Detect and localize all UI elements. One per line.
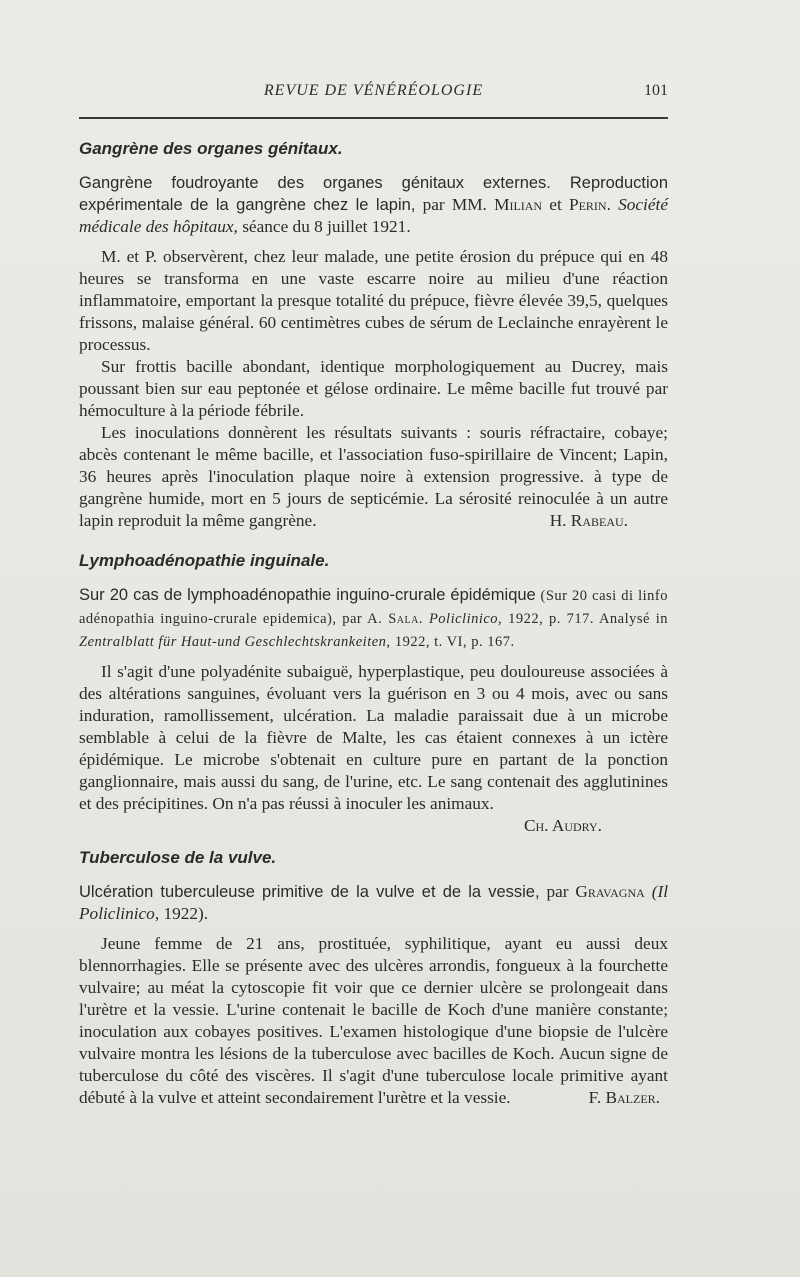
source-year: 1922). [163, 904, 209, 923]
paragraph: Sur frottis bacille abondant, identique morphologiquement au Ducrey, mais poussant bien sur eau peptonée et gélose ordinaire. Le même bacille fut trouvé par hémoculture à la période fébrile. [79, 357, 668, 420]
and-text: et [549, 195, 562, 214]
paragraph: Les inoculations donnèrent les résultats suivants : souris réfractaire, cobaye; abcès contenant le même bacille, et l'association fuso-spirillaire de Vincent; Lapin, 36 heures après l'inoculation plaque noire à extension progressive. à type de gangrène humide, mort en 5 jours de septicémie. La sérosité reinoculée à un autre lapin reproduit la même gangrène. [79, 423, 668, 530]
signature: Ch. Audry. [523, 816, 602, 835]
by-text: par [546, 882, 569, 901]
signature: F. Balzer. [588, 1088, 660, 1107]
journal-title: REVUE DE VÉNÉRÉOLOGIE [263, 82, 484, 99]
section-heading-lymphoadenopathie: Lymphoadénopathie inguinale. [79, 551, 330, 570]
article-column [79, 138, 668, 1109]
author-name: Perin [568, 195, 607, 214]
section-heading-gangrene: Gangrène des organes génitaux. [79, 139, 343, 158]
source-journal: (Il Policlinico, [79, 882, 668, 923]
article-title-block-3 [79, 881, 668, 925]
article-title-block-1: Gangrène foudroyante des organes génitaux externes. Reproduction expérimentale de la gangrène chez le lapin, par MM. Milian et Perin. Société médicale des hôpitaux, séance du 8 juillet 1921. [79, 174, 668, 236]
article-title-block-2: Sur 20 cas de lymphoadénopathie inguino-crurale épidémique (Sur 20 casi di linfo adénopathia inguino-crurale epidemica), par A. Sala. Policlinico, 1922, p. 717. Analysé in Zentralblatt für Haut-und Geschlechtskrankeiten, 1922, t. VI, p. 167. [79, 586, 669, 650]
header-rule [79, 117, 668, 119]
reference-text: (Sur 20 casi di linfo adénopathia inguino-crurale epidemica), par A. [79, 588, 668, 627]
author-name: Milian [494, 195, 543, 214]
paragraph: Il s'agit d'une polyadénite subaiguë, hyperplastique, peu douloureuse associées à des altérations sanguines, évoluant vers la guérison en 3 ou 4 mois, avec ou sans induration, ramollissement, ulcération. La maladie paraissait due à un microbe semblable à celui de la fièvre de Malte, les cas étaient connexes à un ictère épidémique. Le microbe s'obtenait en culture pure en partant de la ponction ganglionnaire, mais aussi du sang, de l'urine, etc. Le sang contenait des agglutinines et des précipitines. On n'a pas réussi à inoculer les animaux. [79, 662, 668, 813]
by-text: par MM. [422, 195, 487, 214]
signature: H. Rabeau. [549, 511, 628, 530]
reference-text: 1922, p. 717. Analysé in [508, 611, 669, 627]
author-name: Sala [388, 611, 419, 627]
section-heading-tuberculose: Tuberculose de la vulve. [79, 848, 277, 867]
paragraph: Jeune femme de 21 ans, prostituée, syphilitique, ayant eu aussi deux blennorrhagies. Elle se présente avec des ulcères arrondis, fongueux à la fourchette vulvaire; au méat la cytoscopie fit voir que ce dernier ulcère se prolongeait dans l'urètre et la vessie. L'urine contenait le bacille de Koch d'une manière constante; inoculation aux cobayes positives. L'examen histologique d'une biopsie de l'ulcère vulvaire montra les lésions de la tuberculose avec bacilles de Koch. Aucun signe de tuberculose du côté des viscères. Il s'agit d'une tuberculose locale primitive ayant débuté à la vulve et atteint secondairement l'urètre et la vessie. [79, 934, 668, 1107]
source-journal: Policlinico, [428, 611, 503, 627]
reference-text: 1922, t. VI, p. 167. [394, 634, 515, 650]
paragraph: M. et P. observèrent, chez leur malade, une petite érosion du prépuce qui en 48 heures se transforma en une vaste escarre noire au milieu d'une réaction inflammatoire, emportant la presque totalité du prépuce, fièvre élevée 39,5, quelques frissons, malaise général. 60 centimètres cubes de sérum de Leclainche enrayèrent le processus. [79, 247, 668, 354]
source-date: séance du 8 juillet 1921. [242, 217, 411, 236]
author-name: Gravagna [575, 882, 645, 901]
article-title: Ulcération tuberculeuse primitive de la vulve et de la vessie, [79, 883, 540, 901]
article-title: Sur 20 cas de lymphoadénopathie inguino-crurale épidémique [79, 586, 536, 604]
page-number: 101 [644, 82, 668, 99]
article-title: Gangrène foudroyante des organes génitaux externes. Reproduction expérimentale de la gangrène chez le lapin, [79, 174, 668, 214]
source-journal: Zentralblatt für Haut-und Geschlechtskrankeiten, [79, 634, 391, 650]
source-journal: Société médicale des hôpitaux, [79, 195, 668, 236]
